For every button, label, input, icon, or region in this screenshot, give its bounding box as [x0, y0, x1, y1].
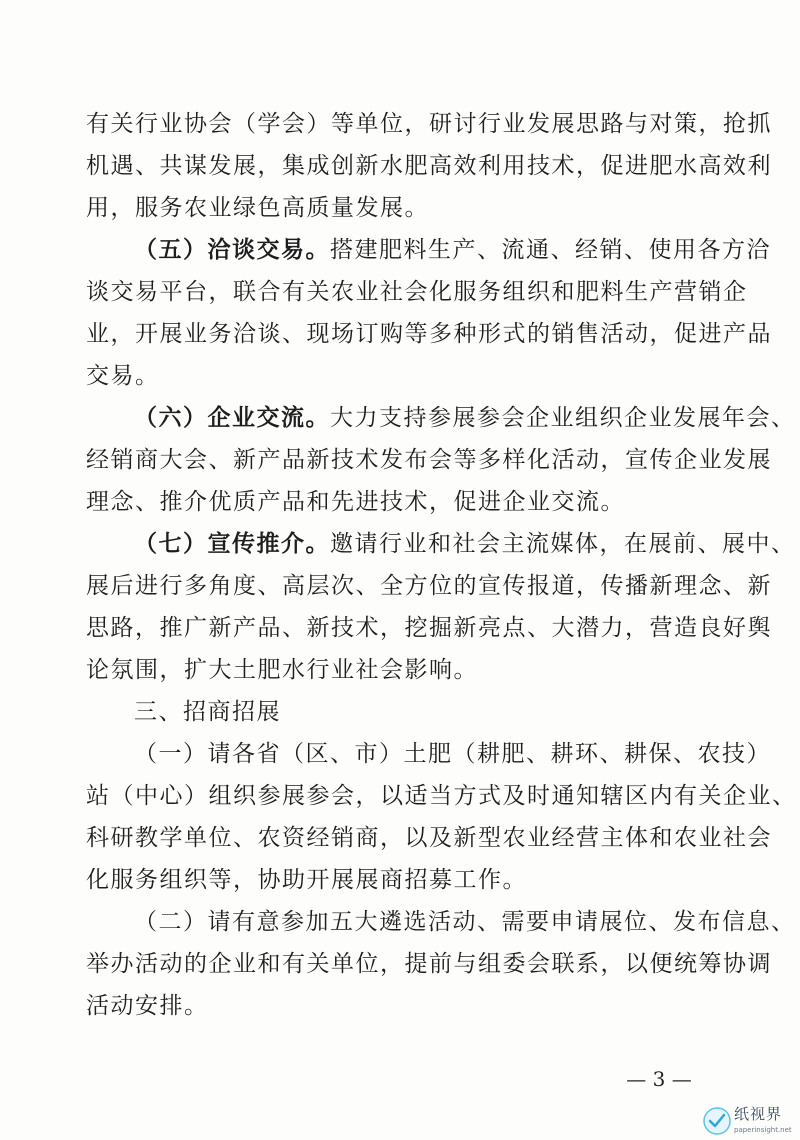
page-number: — 3 — [626, 1067, 692, 1091]
paragraph-line: 化服务组织等，协助开展展商招募工作。 [86, 867, 527, 893]
paragraph-line: 科研教学单位、农资经销商，以及新型农业经营主体和农业社会 [86, 825, 772, 851]
watermark-url: paperinsight.net [734, 1126, 792, 1134]
watermark [702, 1102, 798, 1138]
paragraph-line: （二）请有意参加五大遴选活动、需要申请展位、发布信息、 [134, 909, 796, 935]
paragraph-line: 论氛围，扩大土肥水行业社会影响。 [86, 657, 478, 683]
paragraph-line: 机遇、共谋发展，集成创新水肥高效利用技术，促进肥水高效利 [86, 153, 772, 179]
paragraph-line: 举办活动的企业和有关单位，提前与组委会联系，以便统筹协调 [86, 951, 772, 977]
paragraph-line: （五）洽谈交易。搭建肥料生产、流通、经销、使用各方洽 [134, 237, 771, 263]
watermark-title: 纸视界 [734, 1105, 783, 1123]
paragraph-line: 活动安排。 [86, 993, 209, 1019]
paragraph-line: 用，服务农业绿色高质量发展。 [86, 195, 429, 221]
paragraph-line: 理念、推介优质产品和先进技术，促进企业交流。 [86, 489, 625, 515]
paragraph-line: 交易。 [86, 363, 160, 389]
section-heading: 三、招商招展 [134, 699, 281, 725]
paragraph-line: 思路，推广新产品、新技术，挖掘新亮点、大潜力，营造良好舆 [86, 615, 772, 641]
section-lead: （七）宣传推介。 [134, 531, 330, 557]
paragraph-line: （一）请各省（区、市）土肥（耕肥、耕环、耕保、农技） [134, 741, 771, 767]
paragraph-line: 经销商大会、新产品新技术发布会等多样化活动，宣传企业发展 [86, 447, 772, 473]
paragraph-line: （七）宣传推介。邀请行业和社会主流媒体，在展前、展中、 [134, 531, 796, 557]
check-leaf-icon [702, 1106, 732, 1136]
paragraph-line: 有关行业协会（学会）等单位，研讨行业发展思路与对策，抢抓 [86, 111, 772, 137]
paragraph-line: 站（中心）组织参展参会，以适当方式及时通知辖区内有关企业、 [86, 783, 797, 809]
paragraph-line: 业，开展业务洽谈、现场订购等多种形式的销售活动，促进产品 [86, 321, 772, 347]
section-lead: （六）企业交流。 [134, 405, 330, 431]
paragraph-line: 展后进行多角度、高层次、全方位的宣传报道，传播新理念、新 [86, 573, 772, 599]
paragraph-line: 谈交易平台，联合有关农业社会化服务组织和肥料生产营销企 [86, 279, 748, 305]
section-lead: （五）洽谈交易。 [134, 237, 330, 263]
paragraph-line: （六）企业交流。大力支持参展参会企业组织企业发展年会、 [134, 405, 796, 431]
